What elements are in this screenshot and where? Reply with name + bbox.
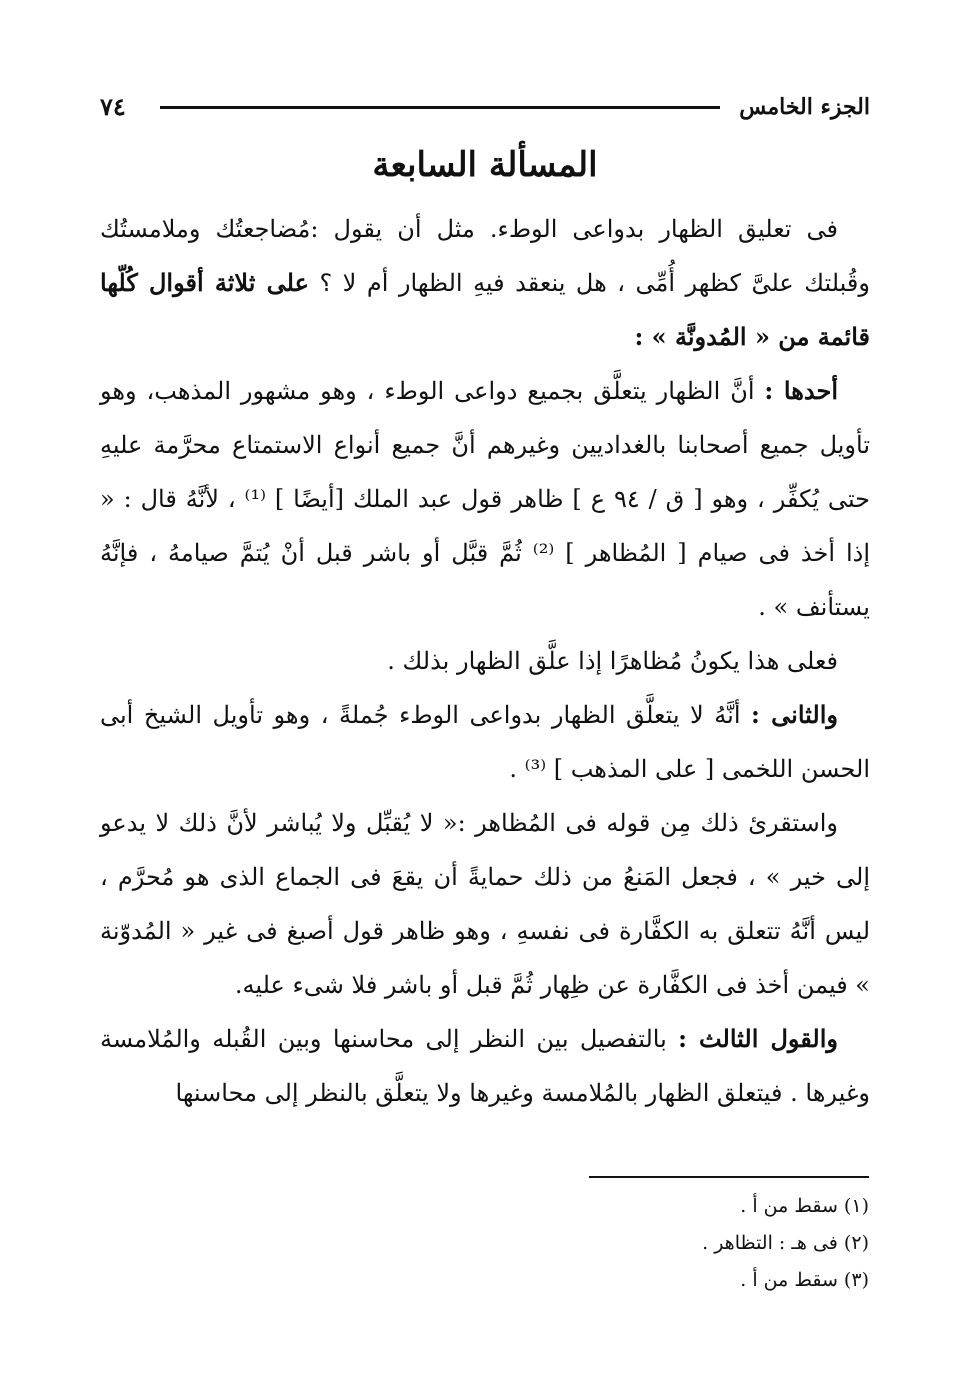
footnotes bbox=[369, 1188, 869, 1299]
paragraph-intro bbox=[100, 202, 870, 364]
paragraph-second-opinion bbox=[100, 688, 870, 796]
paragraph-text: أنَّ الظهار يتعلَّق بجميع دواعى الوطء ، وهو مشهور المذهب، وهو تأويل جميع أصحابنا بالغداديين وغيرهم أنَّ جميع أنواع الاستمتاع محرَّمة عليهِ حتى يُكفِّر ، وهو [ ق / ٩٤ ع ] ظاهر قول عبد الملك [أيضًا ] ⁽¹⁾ ، لأنَّهُ قال : « إذا أخذ فى صيام [ المُظاهر ] ⁽²⁾ ثُمَّ قبَّل أو باشر قبل أنْ يُتمَّ صيامهُ ، فإنَّهُ يستأنف » . bbox=[100, 377, 871, 621]
paragraph-text: فى تعليق الظهار بدواعى الوطء. مثل أن يقول :مُضاجعتُك وملامستُك وقُبلتك علىَّ كظهر أُمِّى ، هل ينعقد فيهِ الظهار أم لا ؟ bbox=[100, 215, 870, 297]
paragraph-text: أنَّهُ لا يتعلَّق الظهار بدواعى الوطء جُملةً ، وهو تأويل الشيخ أبى الحسن اللخمى [ على المذهب ] ⁽³⁾ . bbox=[100, 701, 870, 783]
running-header bbox=[100, 92, 870, 132]
main-text bbox=[100, 202, 870, 1120]
footnote-2: (٢) فى هـ : التظاهر . bbox=[702, 1232, 869, 1254]
paragraph-bold-tail: على ثلاثة أقوال كُلّها قائمة من « المُدونَّة » : bbox=[100, 268, 870, 351]
paragraph-derivation bbox=[100, 796, 870, 1012]
paragraph-lead: أحدها : bbox=[764, 376, 838, 405]
paragraph-consequence bbox=[100, 634, 870, 688]
paragraph-text: واستقرئ ذلك مِن قوله فى المُظاهر :« لا يُقبِّل ولا يُباشر لأنَّ ذلك لا يدعو إلى خير » ، فجعل المَنعُ من ذلك حمايةً أن يقعَ فى الجماع الذى هو مُحرَّم ، ليس أنَّهُ تتعلق به الكفَّارة فى نفسهِ ، وهو ظاهر قول أصبغ فى غير « المُدوّنة » فيمن أخذ فى الكفَّارة عن ظِهار ثُمَّ قبل أو باشر فلا شىء عليه. bbox=[100, 809, 871, 999]
running-title: الجزء الخامس bbox=[739, 94, 870, 120]
header-rule bbox=[160, 106, 720, 109]
section-title: المسألة السابعة bbox=[372, 145, 598, 185]
footnote-1: (١) سقط من أ . bbox=[740, 1195, 869, 1217]
footnote-separator bbox=[589, 1176, 869, 1178]
paragraph-text: بالتفصيل بين النظر إلى محاسنها وبين القُبله والمُلامسة وغيرها . فيتعلق الظهار بالمُلامسة وغيرها ولا يتعلَّق بالنظر إلى محاسنها bbox=[100, 1025, 870, 1107]
paragraph-lead: والقول الثالث : bbox=[678, 1024, 838, 1053]
page-number: ٧٤ bbox=[100, 92, 126, 121]
paragraph-first-opinion bbox=[100, 364, 870, 634]
paragraph-third-opinion bbox=[100, 1012, 870, 1120]
footnote-3: (٣) سقط من أ . bbox=[740, 1269, 869, 1291]
paragraph-lead: والثانى : bbox=[751, 700, 838, 729]
paragraph-text: فعلى هذا يكونُ مُظاهرًا إذا علَّق الظهار بذلك . bbox=[387, 647, 838, 675]
